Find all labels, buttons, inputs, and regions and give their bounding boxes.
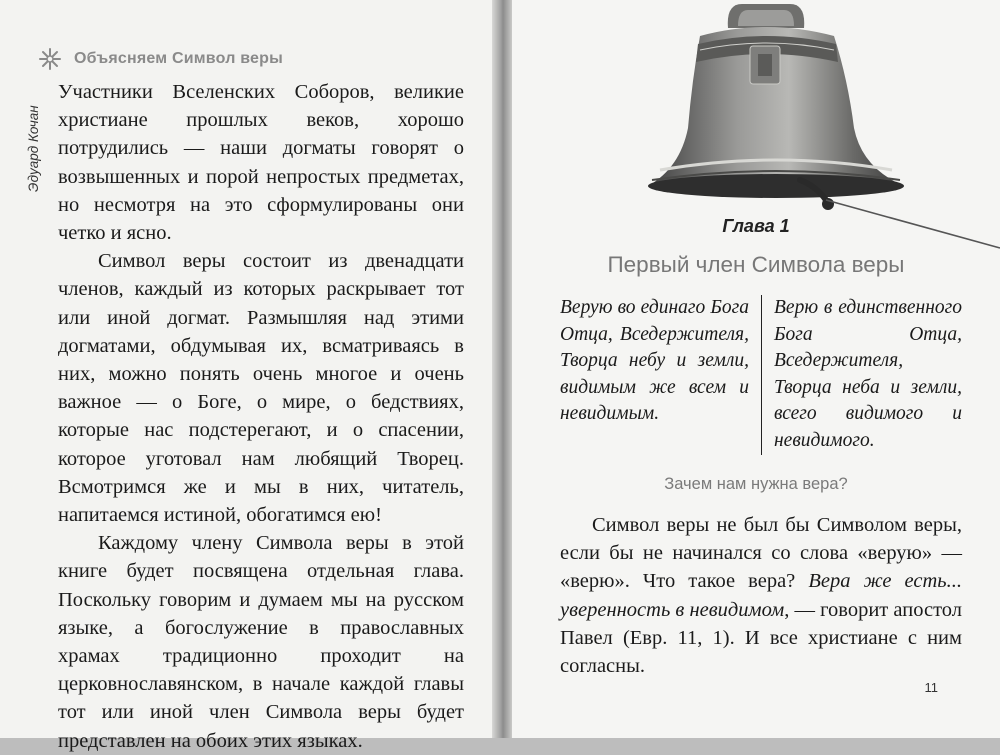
book-gutter	[492, 0, 512, 738]
chapter-title: Первый член Символа веры	[607, 252, 905, 277]
right-page	[512, 0, 1000, 738]
paragraph: Символ веры состоит из двенадцати членов, каждый из которых раскрывает тот или иной догмат. Размышляя над этими догматами, обдумывая их, всматриваясь в них, можно понять очень многое и очень важное — о Боге, о мире, о бедствиях, которые нас подстерегают, и о спасении, которое уготовал нам любящий Творец. Всмотримся же и мы в них, читатель, напитаемся истиной, обогатимся ею!	[58, 250, 464, 527]
left-page	[0, 0, 492, 752]
creed-text-block	[560, 295, 962, 455]
right-body-text	[560, 511, 962, 680]
creed-slavonic: Верую во единаго Бога Отца, Вседержителя, Творца небу и земли, видимым же всем и невидимым.	[560, 297, 749, 424]
ornament-icon	[38, 47, 62, 71]
page-number: 11	[924, 680, 938, 695]
creed-russian: Верю в единственного Бога Отца, Вседержителя, Творца неба и земли, всего видимого и невидимого.	[761, 295, 962, 455]
paragraph-text: , — говорит апостол Павел (Евр. 11, 1). И все христиане с ним согласны.	[560, 598, 962, 678]
scripture-quote: Вера же есть... уверенность в невидимом	[560, 570, 962, 621]
bell-illustration	[630, 0, 1000, 250]
running-header	[38, 45, 283, 73]
author-name: Эдуард Кочан	[26, 105, 41, 192]
left-body-text	[58, 78, 464, 755]
paragraph	[560, 511, 962, 680]
paragraph: Каждому члену Символа веры в этой книге будет посвящена отдельная глава. Поскольку говорим и думаем мы на русском языке, а богослужение в православных храмах традиционно проходит на церковнославянском, в начале каждой главы тот или иной член Символа веры будет представлен на обоих этих языках.	[58, 532, 464, 752]
chapter-label: Глава 1	[722, 216, 790, 236]
paragraph: Участники Вселенских Соборов, великие христиане прошлых веков, хорошо потрудились — наши догматы говорят о возвышенных и порой непростых предметах, но несмотря на это сформулированы они четко и ясно.	[58, 81, 464, 245]
header-title: Объясняем Символ веры	[74, 50, 283, 67]
paragraph-text: Символ веры не был бы Символом веры, если бы не начинался со слова «верую» — «верю». Что такое вера?	[560, 514, 962, 593]
section-subtitle: Зачем нам нужна вера?	[664, 475, 848, 493]
